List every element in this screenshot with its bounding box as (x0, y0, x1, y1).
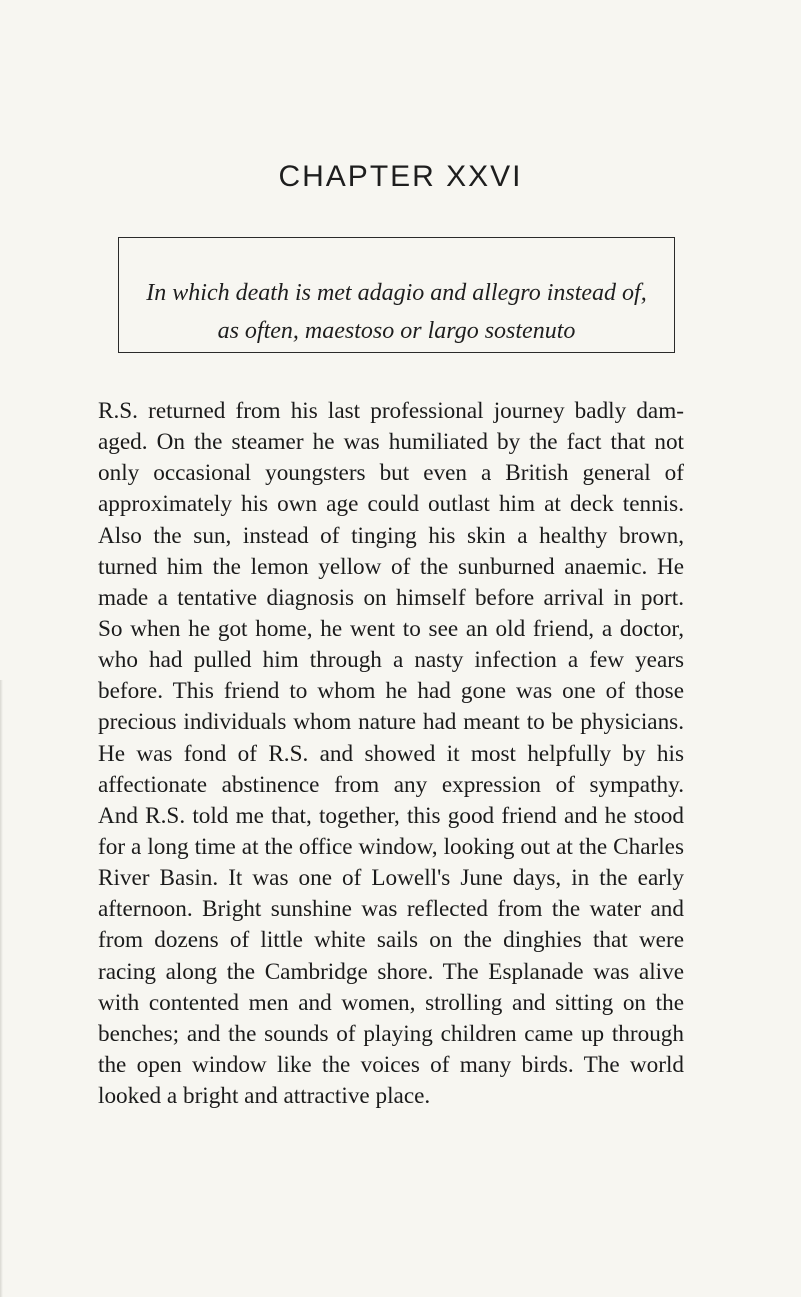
text-line: benches; and the sounds of playing children came up through (98, 1020, 684, 1047)
epigraph (119, 274, 674, 350)
page-edge-shadow (0, 680, 3, 1297)
text-line: only occasional youngsters but even a British general of (98, 460, 684, 487)
text-line: racing along the Cambridge shore. The Esplanade was alive (98, 958, 684, 985)
text-line: turned him the lemon yellow of the sunburned anaemic. He (98, 553, 684, 580)
text-line: River Basin. It was one of Lowell's June days, in the early (98, 865, 684, 892)
epigraph-line: as often, maestoso or largo sostenuto (217, 318, 576, 344)
epigraph-box (118, 237, 675, 353)
text-line: approximately his own age could outlast him at deck tennis. (98, 491, 684, 518)
text-line: who had pulled him through a nasty infection a few years (98, 647, 684, 674)
body-paragraph (98, 396, 684, 1112)
chapter-heading: CHAPTER XXVI (278, 160, 523, 193)
text-line: with contented men and women, strolling and sitting on the (98, 989, 684, 1016)
text-line: And R.S. told me that, together, this good friend and he stood (98, 802, 684, 829)
text-line: before. This friend to whom he had gone was one of those (98, 678, 684, 705)
text-line: R.S. returned from his last professional journey badly dam- (98, 398, 684, 424)
epigraph-line: In which death is met adagio and allegro instead of, (146, 280, 647, 306)
text-line: for a long time at the office window, looking out at the Charles (98, 833, 684, 860)
text-line: So when he got home, he went to see an old friend, a doctor, (98, 615, 684, 642)
text-line: afternoon. Bright sunshine was reflected from the water and (98, 896, 684, 923)
text-line: made a tentative diagnosis on himself before arrival in port. (98, 584, 684, 611)
text-line: Also the sun, instead of tinging his skin a healthy brown, (98, 522, 684, 549)
text-line: affectionate abstinence from any expression of sympathy. (98, 771, 684, 798)
text-line: looked a bright and attractive place. (98, 1083, 431, 1110)
text-line: from dozens of little white sails on the dinghies that were (98, 927, 684, 954)
text-line: precious individuals whom nature had meant to be physicians. (98, 709, 684, 736)
text-line: the open window like the voices of many birds. The world (98, 1051, 684, 1078)
text-line: aged. On the steamer he was humiliated by the fact that not (98, 429, 684, 456)
text-line: He was fond of R.S. and showed it most helpfully by his (98, 740, 684, 767)
